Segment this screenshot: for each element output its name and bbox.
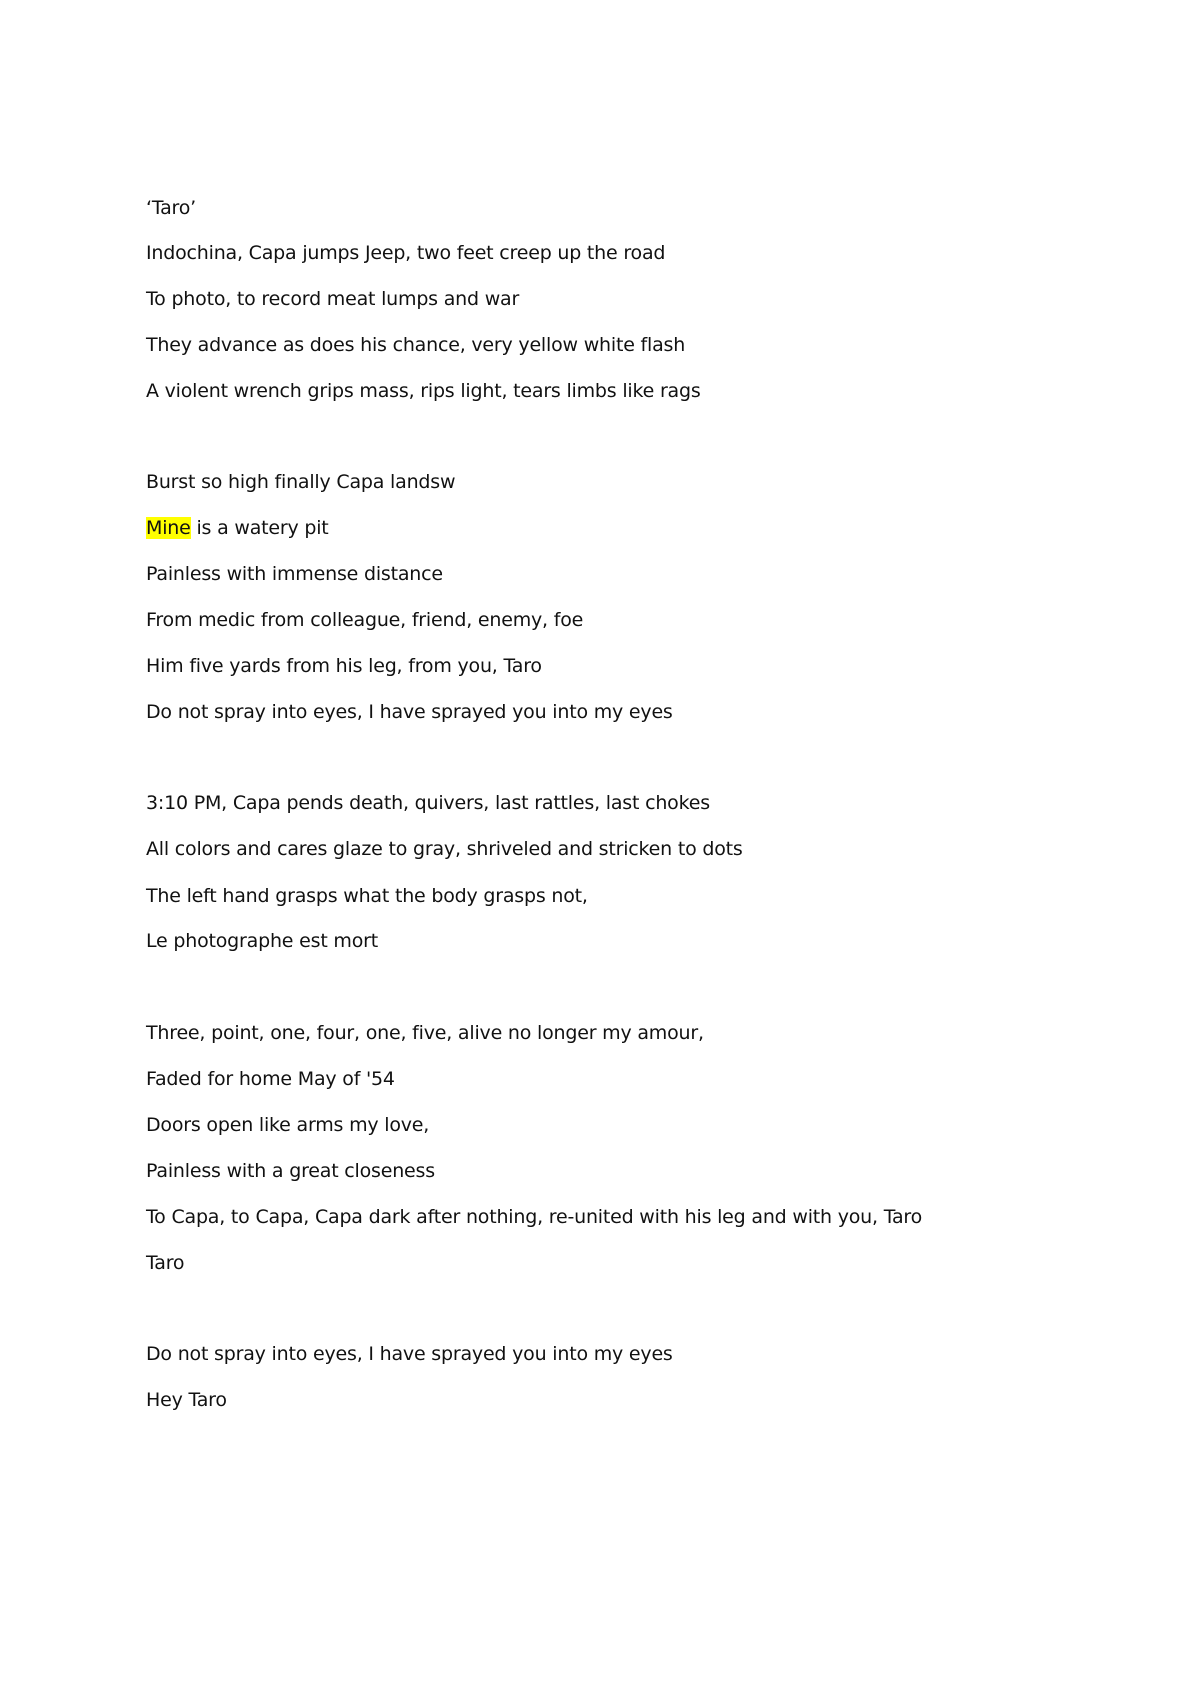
poem-line: A violent wrench grips mass, rips light, tears limbs like rags <box>146 380 701 402</box>
poem-line: Painless with immense distance <box>146 563 443 585</box>
highlighted-word: Mine <box>146 517 191 539</box>
poem-line: All colors and cares glaze to gray, shriveled and stricken to dots <box>146 838 743 860</box>
poem-line: Three, point, one, four, one, five, alive no longer my amour, <box>146 1022 704 1044</box>
poem-line: Him five yards from his leg, from you, Taro <box>146 655 542 677</box>
poem-line: Taro <box>146 1252 185 1274</box>
poem-line: Do not spray into eyes, I have sprayed you into my eyes <box>146 701 673 723</box>
poem-line: Faded for home May of '54 <box>146 1068 395 1090</box>
poem-title: ‘Taro’ <box>146 197 197 219</box>
poem-line-text: is a watery pit <box>190 517 329 539</box>
poem-line: Hey Taro <box>146 1389 227 1411</box>
poem-line: 3:10 PM, Capa pends death, quivers, last rattles, last chokes <box>146 792 710 814</box>
poem-line: Painless with a great closeness <box>146 1160 435 1182</box>
poem-line: From medic from colleague, friend, enemy, foe <box>146 609 584 631</box>
poem-line: The left hand grasps what the body grasps not, <box>146 885 588 907</box>
poem-line: Burst so high finally Capa landsw <box>146 471 456 493</box>
poem-line: Indochina, Capa jumps Jeep, two feet creep up the road <box>146 242 666 264</box>
poem-line: They advance as does his chance, very yellow white flash <box>146 334 686 356</box>
poem-line: Doors open like arms my love, <box>146 1114 430 1136</box>
poem-line: To Capa, to Capa, Capa dark after nothing, re-united with his leg and with you, Taro <box>146 1206 923 1228</box>
poem-line: To photo, to record meat lumps and war <box>146 288 520 310</box>
poem-line: Do not spray into eyes, I have sprayed you into my eyes <box>146 1343 673 1365</box>
poem-line: Le photographe est mort <box>146 930 379 952</box>
poem-line <box>146 516 329 540</box>
